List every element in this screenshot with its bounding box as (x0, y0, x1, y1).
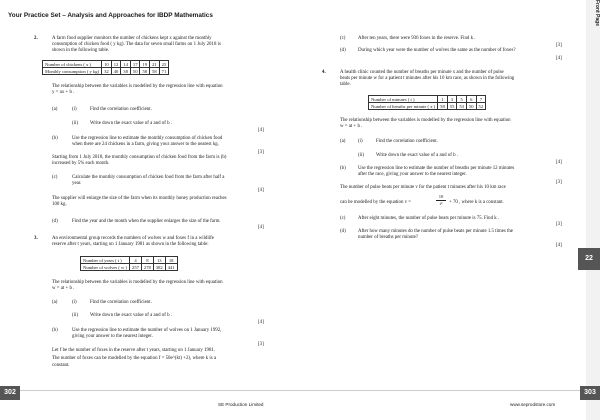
q2-info2-2: 100 kg. (52, 202, 67, 207)
q4d-text-1: After how many minutes do the number of pulse beats per minute 1.5 times the (358, 229, 513, 234)
q2c-label: (c) (52, 175, 58, 180)
q4-intro-1: A health clinic counted the number of breaths per minute x and the number of pulse (340, 70, 504, 75)
q4b-label: (b) (340, 166, 346, 171)
footer-divider (0, 390, 600, 391)
page-title: Your Practice Set – Analysis and Approaches for IBDP Mathematics (8, 12, 213, 19)
q2b-text-2: when there are 24 chickens in a farm, giving your answer to the nearest kg. (72, 142, 219, 147)
q2-info2-1: The supplier will enlarge the size of the farm when its monthly honey production reaches (52, 196, 227, 201)
q4a-label: (a) (340, 139, 346, 144)
q3-info-3: constant. (52, 363, 70, 368)
q2-intro-1: A farm food supplier monitors the number of chickens kept x against the monthly (52, 36, 212, 41)
right-page-number: 303 (580, 386, 600, 400)
q3c-marks: [3] (556, 43, 562, 48)
q2-info-2: increased by 5% each month. (52, 161, 110, 166)
q3b-text-2: giving your answer to the nearest integer. (72, 334, 153, 339)
q4-info: The number of pulse beats per minute v for the patient t minutes after his 10 km race (340, 185, 506, 190)
q3aii-text: Write down the exact value of a and of b . (90, 313, 172, 318)
left-page-number: 302 (0, 386, 20, 400)
q3-model-2: w = at + b . (52, 286, 75, 291)
q3-info-1: Let f be the number of foxes in the reserve after t years, starting on 1 January 1981. (52, 348, 216, 353)
q3b-marks: [3] (258, 342, 264, 347)
q2-model-2: y = ax + b . (52, 90, 75, 95)
q4-intro-3: table. (340, 82, 351, 87)
q3-table-row2-label: Number of wolves ( w ) (81, 264, 130, 271)
q3ai-text: Find the correlation coefficient. (90, 300, 152, 305)
q3-cell: 257 (130, 264, 142, 271)
q3a-marks: [4] (258, 320, 264, 325)
q2aii-label: (ii) (72, 121, 78, 126)
q3b-label: (b) (52, 328, 58, 333)
q2-cell: 14 (121, 61, 131, 68)
q4-table-row1-label: Number of minutes ( t ) (369, 96, 438, 103)
q2-cell: 21 (150, 61, 160, 68)
q2-cell: 12 (111, 61, 121, 68)
q3c-label: (c) (340, 36, 346, 41)
q2-cell: 50 (130, 68, 140, 75)
q4ai-text: Find the correlation coefficient. (376, 139, 438, 144)
q4-fraction-denominator: t² (439, 200, 443, 206)
q3d-text: During which year were the number of wolves the same as the number of foxes? (358, 48, 516, 53)
q4-number: 4. (322, 70, 326, 75)
q2-cell: 58 (140, 68, 150, 75)
q2c-text-1: Calculate the monthly consumption of chicken food from the farm after half a (72, 175, 225, 180)
q3ai-label: (i) (72, 300, 77, 305)
q4aii-text: Write down the exact value of a and of b . (376, 153, 458, 158)
q3aii-label: (ii) (72, 313, 78, 318)
q2-number: 2. (34, 36, 38, 41)
q4b-marks: [3] (556, 180, 562, 185)
q4-cell: 1 (438, 96, 448, 103)
q3-number: 3. (34, 236, 38, 241)
q3-cell: 13 (153, 257, 165, 264)
q2d-marks: [4] (258, 225, 264, 230)
right-margin-band (586, 0, 600, 420)
q3-cell: 382 (153, 264, 165, 271)
q4b-text-1: Use the regression line to estimate the number of breaths per minute 12 minutes (358, 166, 515, 171)
q2b-text-1: Use the regression line to estimate the monthly consumption of chicken food (72, 136, 223, 141)
q2-table-row2-label: Monthly consumption ( y kg) (43, 68, 102, 75)
q4a-marks: [4] (556, 160, 562, 165)
q3-cell: 18 (165, 257, 177, 264)
q4-fraction-numerator: 10 (436, 194, 446, 201)
publisher-url: www.seprodstore.com (510, 402, 556, 407)
q3d-marks: [4] (556, 56, 562, 61)
q2-cell: 19 (140, 61, 150, 68)
q3c-text: After ten years, there were 936 foxes in the reserve. Find k . (358, 36, 476, 41)
q4-cell: 3 (447, 96, 457, 103)
q3-model-1: The relationship between the variables is modelled by the regression line with equation (52, 280, 223, 285)
q4-cell: 53 (457, 103, 467, 110)
q3-intro-1: An environmental group records the numbers of wolves w and foxes f in a wildlife (52, 236, 214, 241)
q2-cell: 71 (159, 68, 169, 75)
q2d-text: Find the year and the month when the supplier enlarges the size of the farm. (72, 219, 221, 224)
q2-cell: 25 (159, 61, 169, 68)
q4ai-label: (i) (358, 139, 363, 144)
q2-cell: 10 (102, 61, 112, 68)
q2-intro-3: shown in the following table. (52, 48, 110, 53)
q2-cell: 38 (121, 68, 131, 75)
q2b-marks: [3] (258, 150, 264, 155)
q2ai-label: (i) (72, 107, 77, 112)
q4aii-label: (ii) (358, 153, 364, 158)
q2c-text-2: year. (72, 181, 82, 186)
q4-cell: 50 (466, 103, 476, 110)
q4d-marks: [4] (556, 243, 562, 248)
q2-cell: 40 (111, 68, 121, 75)
q4b-text-2: after the race, giving your answer to the nearest integer. (358, 172, 467, 177)
q4-cell: 55 (447, 103, 457, 110)
q4-data-table (368, 95, 486, 110)
q3d-label: (d) (340, 48, 346, 53)
q2-cell: 58 (150, 68, 160, 75)
q3a-label: (a) (52, 300, 58, 305)
q2c-marks: [4] (258, 188, 264, 193)
q4-info2-post: + 70 , where k is a constant. (449, 200, 504, 205)
q4-cell: 7 (476, 96, 486, 103)
q3-table-row1-label: Number of years ( t ) (81, 257, 130, 264)
q2-cell: 32 (102, 68, 112, 75)
q4-cell: 6 (466, 96, 476, 103)
q2-info-1: Starting from 1 July 2018, the monthly consumption of chicken food from the farm is (b) (52, 155, 227, 160)
q2aii-text: Write down the exact value of a and of b . (90, 121, 172, 126)
q2-model-1: The relationship between the variables is modelled by the regression line with equation (52, 84, 223, 89)
q2a-marks: [4] (258, 128, 264, 133)
q4-fraction (436, 194, 446, 206)
q3b-text-1: Use the regression line to estimate the number of wolves on 1 January 1992, (72, 328, 222, 333)
q3-cell: 8 (141, 257, 153, 264)
q2b-label: (b) (52, 136, 58, 141)
q4-cell: 52 (476, 103, 486, 110)
q4-cell: 58 (438, 103, 448, 110)
q2-intro-2: consumption of chicken food ( y kg). The data for seven small farms on 1 July 2018 is (52, 42, 221, 47)
q4-table-row2-label: Number of breaths per minute ( x ) (369, 103, 438, 110)
q2-data-table (42, 60, 169, 75)
q3-cell: 4 (130, 257, 142, 264)
q3-cell: 278 (141, 264, 153, 271)
q2ai-text: Find the correlation coefficient. (90, 107, 152, 112)
q4-info2-pre: can be modelled by the equation v = (340, 200, 412, 205)
q4-cell: 5 (457, 96, 467, 103)
chapter-tab: 22 (578, 248, 600, 270)
q3-intro-2: reserve after t years, starting on 1 January 1981 as shown in the following table: (52, 242, 209, 247)
q4d-text-2: number of breaths per minute? (358, 235, 419, 240)
q4-model-2: w = at + b . (340, 124, 363, 129)
q2a-label: (a) (52, 107, 58, 112)
q3-info-2: The number of foxes can be modelled by the equation f = 50e^(kt) +2), where k is a (52, 356, 216, 361)
q2-table-row1-label: Number of chickens ( x ) (43, 61, 102, 68)
q4c-marks: [3] (556, 222, 562, 227)
q4c-label: (c) (340, 216, 346, 221)
q2d-label: (d) (52, 219, 58, 224)
q4c-text: After eight minutes, the number of pulse beats per minute is 75. Find k . (358, 216, 500, 221)
q4d-label: (d) (340, 229, 346, 234)
front-page-tab: Front Page (594, 0, 600, 26)
q3-data-table (80, 256, 178, 271)
q3-cell: 441 (165, 264, 177, 271)
publisher-name: SE Production Limited (218, 402, 264, 407)
q4-model-1: The relationship between the variables is modelled by the regression line with equation (340, 118, 511, 123)
q4-intro-2: beats per minute w for a patient t minutes after his 10 km race, as shown in the following (340, 76, 515, 81)
q2-cell: 17 (130, 61, 140, 68)
